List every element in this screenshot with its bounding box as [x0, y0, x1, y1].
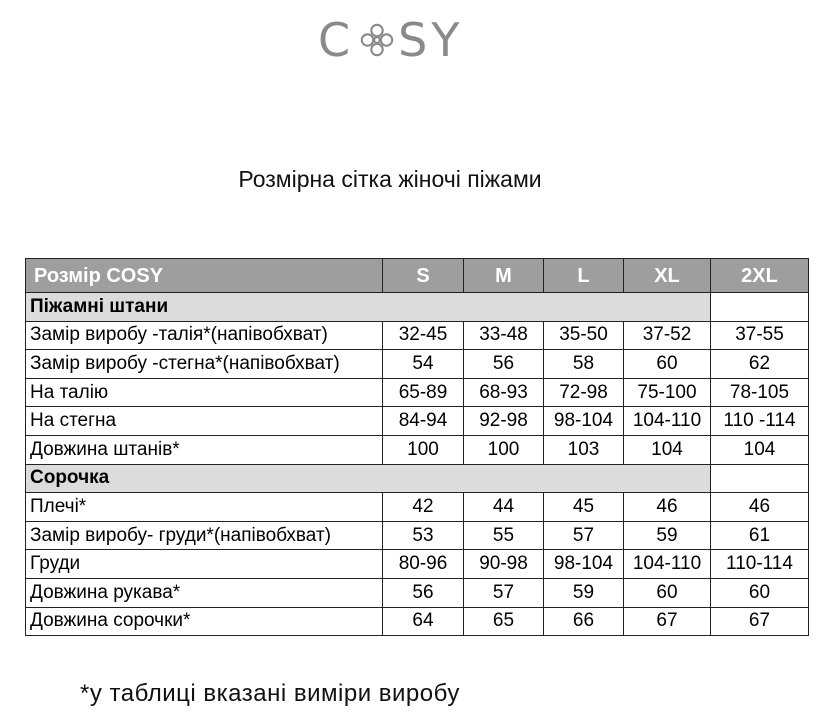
table-cell: 44 — [464, 493, 544, 522]
table-cell: 59 — [544, 578, 624, 607]
table-cell: 46 — [624, 493, 711, 522]
table-header-row — [26, 259, 809, 293]
table-cell: 56 — [464, 350, 544, 379]
table-cell: 68-93 — [464, 378, 544, 407]
table-row — [26, 607, 809, 636]
section-title: Сорочка — [26, 464, 711, 493]
footnote: *у таблиці вказані виміри виробу — [80, 680, 460, 707]
table-cell: 98-104 — [544, 407, 624, 436]
page-title: Розмірна сітка жіночі піжами — [238, 166, 542, 192]
header-size: S — [383, 259, 464, 293]
table-cell: 72-98 — [544, 378, 624, 407]
table-cell: 110 -114 — [711, 407, 809, 436]
table-cell: 35-50 — [544, 321, 624, 350]
logo-text-end: SY — [398, 13, 464, 67]
row-label: Замір виробу -стегна*(напівобхват) — [26, 350, 383, 379]
table-cell: 60 — [624, 578, 711, 607]
header-size: 2XL — [711, 259, 809, 293]
section-row — [26, 293, 809, 322]
table-cell: 67 — [624, 607, 711, 636]
brand-logo — [318, 12, 488, 68]
table-cell: 67 — [711, 607, 809, 636]
table-row — [26, 407, 809, 436]
row-label: Замір виробу -талія*(напівобхват) — [26, 321, 383, 350]
table-cell: 90-98 — [464, 550, 544, 579]
table-cell: 75-100 — [624, 378, 711, 407]
row-label: Замір виробу- груди*(напівобхват) — [26, 521, 383, 550]
table-cell: 60 — [624, 350, 711, 379]
table-cell: 59 — [624, 521, 711, 550]
header-size: L — [544, 259, 624, 293]
table-cell: 58 — [544, 350, 624, 379]
table-cell: 66 — [544, 607, 624, 636]
section-title: Піжамні штани — [26, 293, 711, 322]
section-blank-cell — [711, 464, 809, 493]
table-cell: 37-55 — [711, 321, 809, 350]
header-size: XL — [624, 259, 711, 293]
table-cell: 45 — [544, 493, 624, 522]
table-cell: 78-105 — [711, 378, 809, 407]
table-cell: 84-94 — [383, 407, 464, 436]
table-cell: 104-110 — [624, 550, 711, 579]
table-cell: 80-96 — [383, 550, 464, 579]
table-row — [26, 578, 809, 607]
row-label: Довжина сорочки* — [26, 607, 383, 636]
row-label: На талію — [26, 378, 383, 407]
table-row — [26, 378, 809, 407]
header-size-label: Розмір COSY — [26, 259, 383, 293]
table-row — [26, 321, 809, 350]
table-cell: 104 — [711, 435, 809, 464]
table-row — [26, 550, 809, 579]
table-cell: 65 — [464, 607, 544, 636]
table-cell: 62 — [711, 350, 809, 379]
table-cell: 104 — [624, 435, 711, 464]
table-cell: 42 — [383, 493, 464, 522]
table-cell: 46 — [711, 493, 809, 522]
table-row — [26, 493, 809, 522]
table-cell: 53 — [383, 521, 464, 550]
table-cell: 56 — [383, 578, 464, 607]
table-cell: 61 — [711, 521, 809, 550]
table-cell: 100 — [383, 435, 464, 464]
size-chart-table — [25, 258, 809, 636]
row-label: Плечі* — [26, 493, 383, 522]
table-cell: 98-104 — [544, 550, 624, 579]
table-row — [26, 521, 809, 550]
table-cell: 33-48 — [464, 321, 544, 350]
table-row — [26, 435, 809, 464]
table-cell: 54 — [383, 350, 464, 379]
header-size: M — [464, 259, 544, 293]
row-label: На стегна — [26, 407, 383, 436]
table-cell: 64 — [383, 607, 464, 636]
table-cell: 110-114 — [711, 550, 809, 579]
logo-text-start: C — [318, 13, 355, 67]
row-label: Довжина рукава* — [26, 578, 383, 607]
table-cell: 57 — [464, 578, 544, 607]
table-cell: 37-52 — [624, 321, 711, 350]
table-row — [26, 350, 809, 379]
table-cell: 60 — [711, 578, 809, 607]
flower-knot-icon — [358, 21, 396, 59]
table-cell: 100 — [464, 435, 544, 464]
table-cell: 103 — [544, 435, 624, 464]
row-label: Довжина штанів* — [26, 435, 383, 464]
table-cell: 65-89 — [383, 378, 464, 407]
table-cell: 57 — [544, 521, 624, 550]
section-blank-cell — [711, 293, 809, 322]
table-cell: 104-110 — [624, 407, 711, 436]
row-label: Груди — [26, 550, 383, 579]
section-row — [26, 464, 809, 493]
table-cell: 55 — [464, 521, 544, 550]
table-cell: 92-98 — [464, 407, 544, 436]
table-cell: 32-45 — [383, 321, 464, 350]
